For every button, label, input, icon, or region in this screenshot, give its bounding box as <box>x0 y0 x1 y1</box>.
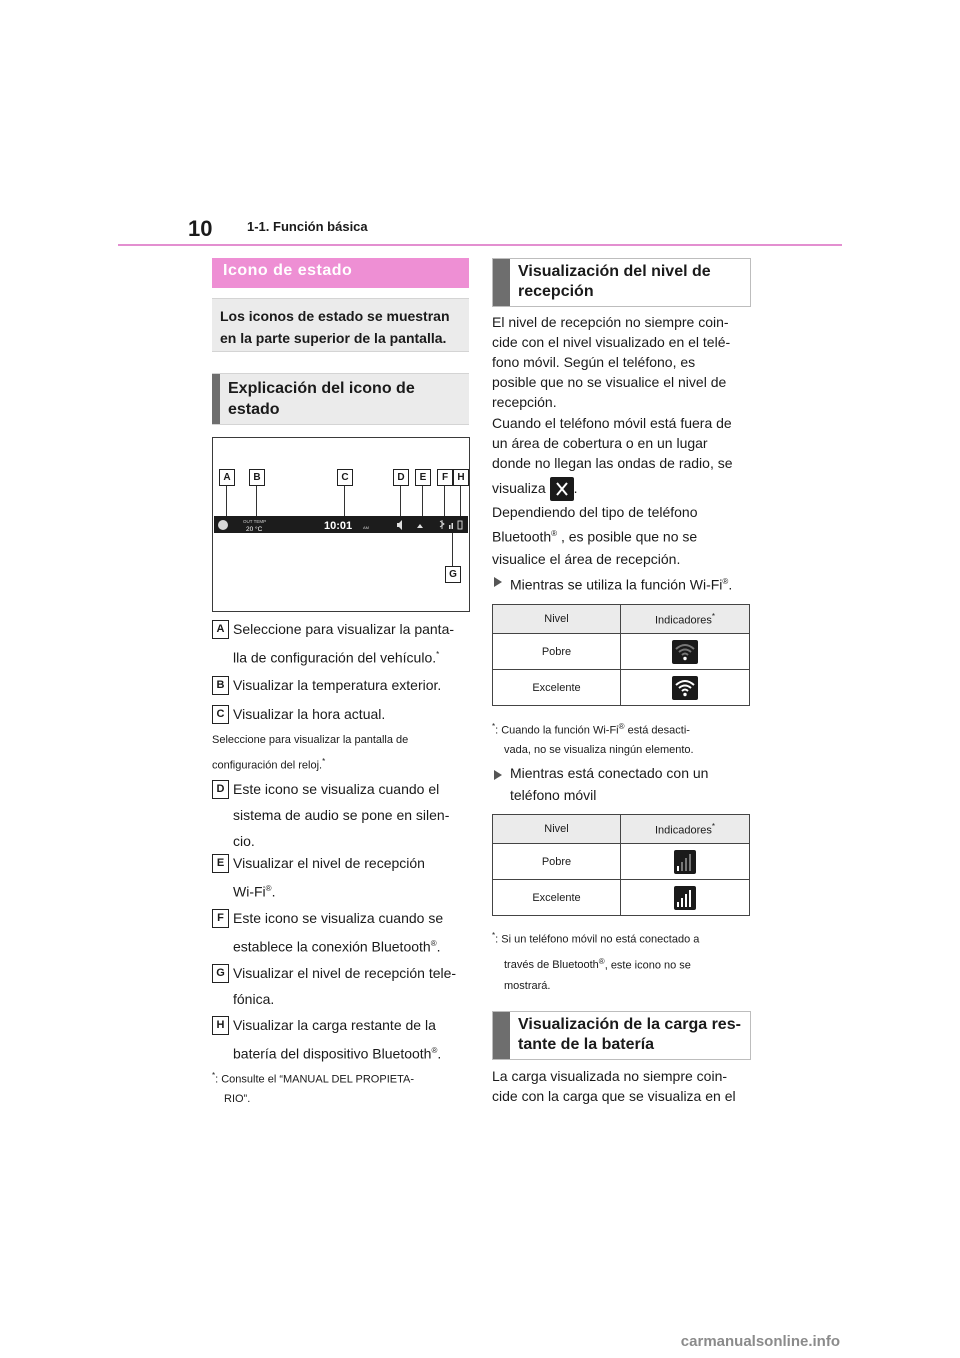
wifi-icon <box>417 524 423 528</box>
item-g-text: Visualizar el nivel de recepción tele- fónica. <box>233 965 457 1007</box>
table-row: Excelente <box>493 670 750 706</box>
out-temp-label: OUT TEMP <box>243 519 267 524</box>
screen-status-bar <box>214 516 468 533</box>
clock-ampm: AM <box>363 525 369 530</box>
table-row: Excelente <box>493 880 750 916</box>
mute-icon <box>397 520 402 530</box>
status-bar-figure <box>212 437 470 612</box>
battery-paragraph: La carga visualizada no siempre coin- cide con la carga que se visualiza en el <box>492 1068 736 1104</box>
phone-table-head-indicators: Indicadores* <box>621 815 750 844</box>
header-divider <box>118 244 842 246</box>
wifi-table-head-indicators: Indicadores* <box>621 605 750 634</box>
wifi-poor-icon <box>672 640 698 664</box>
item-badge-c: C <box>212 705 229 724</box>
section-banner <box>212 258 469 288</box>
signal-icon <box>449 525 451 529</box>
figure-label-e: E <box>415 469 431 486</box>
wifi-footnote: *: Cuando la función Wi-Fi® está desacti- vada, no se visualiza ningún elemento. <box>492 722 694 756</box>
figure-label-f: F <box>437 469 453 486</box>
vehicle-settings-icon <box>218 520 228 530</box>
reception-paragraph-2: Cuando el teléfono móvil está fuera de un área de cobertura o en un lugar donde no llegan las ondas de radio, se <box>492 415 733 471</box>
phone-signal-excellent-icon <box>674 886 696 910</box>
phone-level-table <box>492 814 750 916</box>
page-number: 10 <box>188 216 213 241</box>
figure-label-d: D <box>393 469 409 486</box>
reception-paragraph-3: Dependiendo del tipo de teléfono Bluetooth® , es posible que no se visualice el área de recepción. <box>492 504 698 567</box>
figure-label-h: H <box>453 469 469 486</box>
reception-visualiza-line: visualiza . <box>492 475 577 501</box>
figure-label-b: B <box>249 469 265 486</box>
item-badge-f: F <box>212 909 229 928</box>
phone-signal-poor-icon <box>674 850 696 874</box>
clock-display: 10:01 <box>324 520 353 532</box>
item-f-text: Este icono se visualiza cuando se establece la conexión Bluetooth®. <box>233 910 444 955</box>
reception-paragraph-1: El nivel de recepción no siempre coin- cide con el nivel visualizado en el telé- fono móvil. Según el teléfono, es posible que no se visualice el nivel de recepción. <box>492 314 731 410</box>
battery-heading-box <box>492 1011 751 1060</box>
item-badge-d: D <box>212 780 229 799</box>
wifi-level-table <box>492 604 750 706</box>
wifi-table-head-level: Nivel <box>493 605 621 634</box>
section-banner-title: Icono de estado <box>223 262 353 279</box>
clock-note: Seleccione para visualizar la pantalla de configuración del reloj.* <box>212 734 409 772</box>
figure-label-c: C <box>337 469 353 486</box>
reception-heading-box <box>492 258 751 307</box>
battery-icon <box>458 521 462 529</box>
no-signal-icon <box>550 477 574 501</box>
phone-bullet: Mientras está conectado con un teléfono móvil <box>510 765 709 803</box>
subheading-box <box>212 373 469 425</box>
table-row: Pobre <box>493 844 750 880</box>
battery-heading: Visualización de la carga res- tante de la batería <box>518 1016 741 1053</box>
phone-table-head-level: Nivel <box>493 815 621 844</box>
watermark: carmanualsonline.info <box>680 1333 840 1350</box>
figure-label-a: A <box>219 469 235 486</box>
left-footnote: *: Consulte el “MANUAL DEL PROPIETA- RIO”. <box>212 1071 414 1105</box>
bullet-arrow-icon <box>494 770 502 780</box>
figure-label-g: G <box>445 566 461 583</box>
item-badge-b: B <box>212 676 229 695</box>
item-badge-h: H <box>212 1016 229 1035</box>
subheading-title: Explicación del icono de estado <box>228 380 415 418</box>
bluetooth-icon <box>440 520 444 529</box>
section-title: 1-1. Función básica <box>247 219 368 234</box>
item-badge-g: G <box>212 964 229 983</box>
item-c-text: Visualizar la hora actual. <box>233 706 386 722</box>
item-badge-a: A <box>212 620 229 639</box>
item-badge-e: E <box>212 854 229 873</box>
table-row: Pobre <box>493 634 750 670</box>
phone-footnote: *: Si un teléfono móvil no está conectado a través de Bluetooth®, este icono no se mostrará. <box>492 931 700 993</box>
item-e-text: Visualizar el nivel de recepción Wi-Fi®. <box>233 855 425 900</box>
status-bar-icons <box>214 516 468 533</box>
intro-box <box>212 298 469 352</box>
wifi-bullet: Mientras se utiliza la función Wi-Fi®. <box>510 576 733 593</box>
wifi-excellent-icon <box>672 676 698 700</box>
reception-heading: Visualización del nivel de recepción <box>518 263 711 300</box>
item-h-text: Visualizar la carga restante de la batería del dispositivo Bluetooth®. <box>233 1017 442 1062</box>
bullet-arrow-icon <box>494 577 502 587</box>
intro-text: Los iconos de estado se muestran en la parte superior de la pantalla. <box>220 308 450 346</box>
item-a-text: Seleccione para visualizar la panta- lla de configuración del vehículo.* <box>233 621 455 666</box>
item-d-text: Este icono se visualiza cuando el sistema de audio se pone en silen- cio. <box>233 781 450 849</box>
out-temp-value: 20 °C <box>246 526 263 533</box>
item-b-text: Visualizar la temperatura exterior. <box>233 677 442 693</box>
